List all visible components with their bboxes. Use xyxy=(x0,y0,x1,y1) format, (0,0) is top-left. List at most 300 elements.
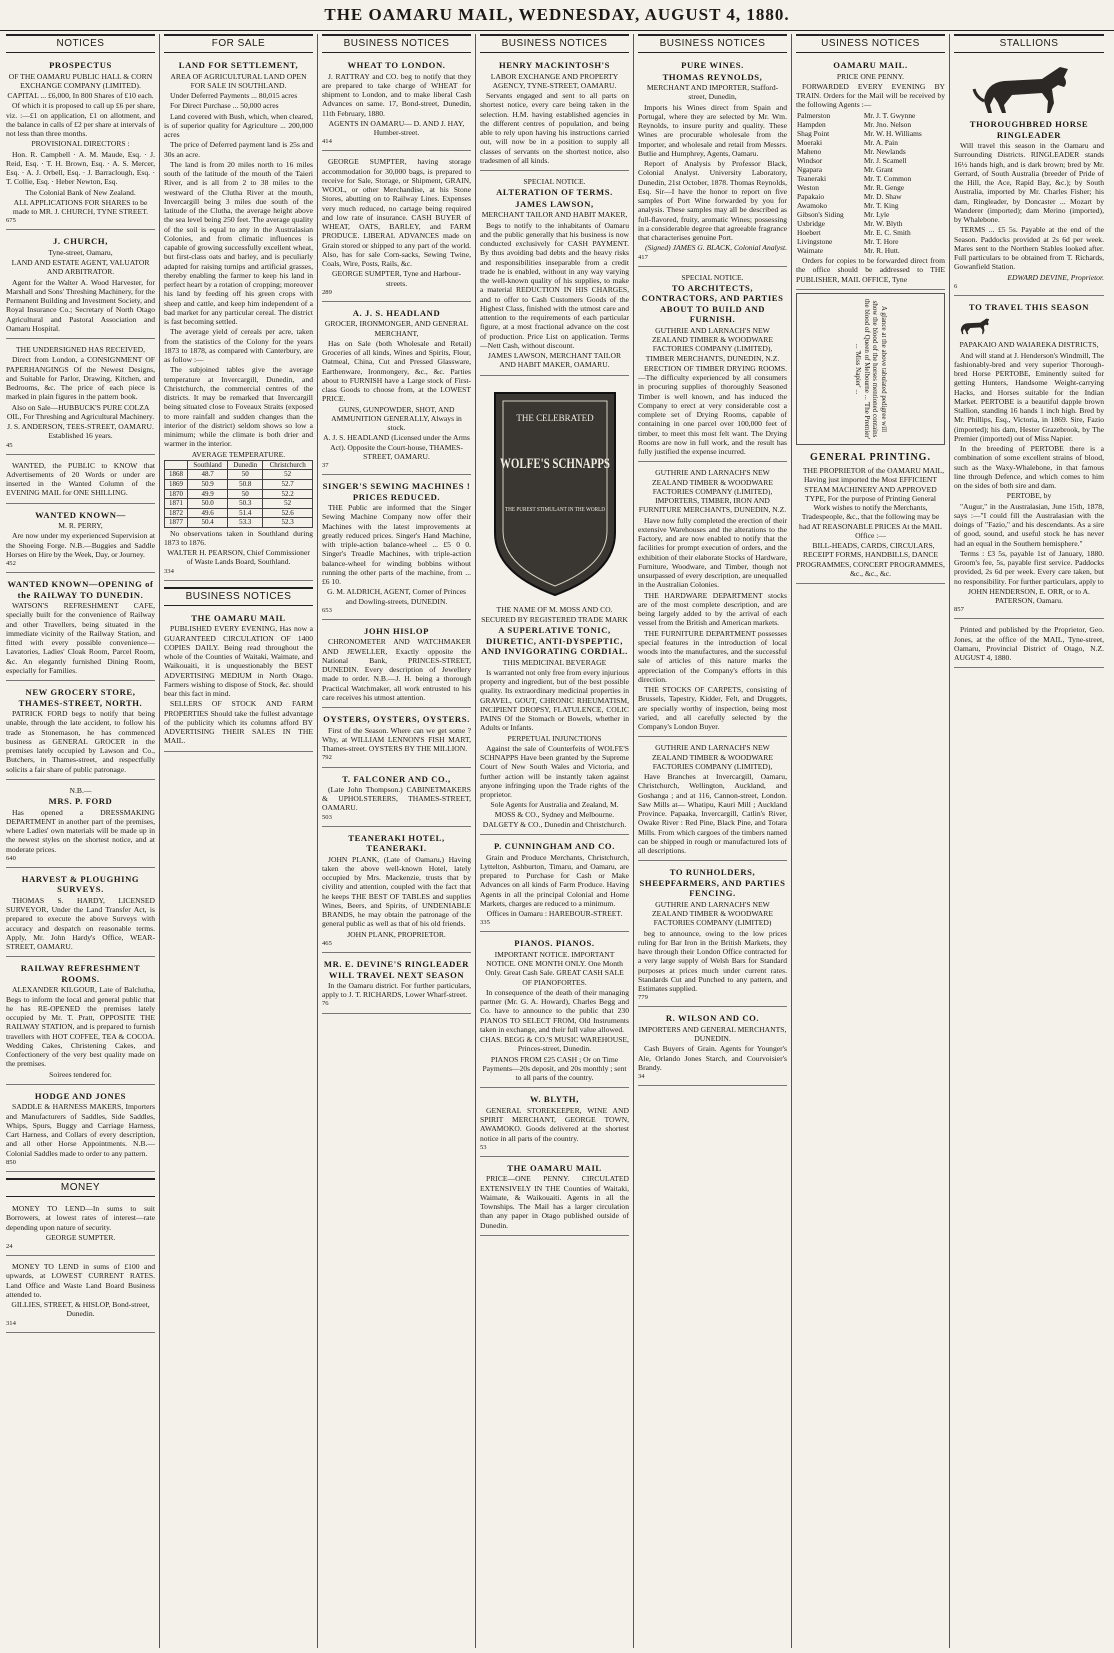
perry-body: Are now under my experienced Supervision at the Shoeing Forge. N.B.—Buggies and Saddle Horses on Hire by the Week, Day, or Journey. xyxy=(6,531,155,559)
land-row: The price of Deferred payment land is 25s and 30s an acre. xyxy=(164,140,313,159)
wheat-agents: AGENTS IN OAMARU— D. AND J. HAY, Humber-street. xyxy=(328,118,465,138)
table-cell: 52.6 xyxy=(263,508,313,518)
guthrie-ad-3 xyxy=(638,740,787,861)
dressmaking-body: Has opened a DRESSMAKING DEPARTMENT in another part of the premises, where Ladies' own materials will be made up in the newest styles on the shortest notice, and at moderate prices. xyxy=(6,807,155,854)
schnapps-lead: A SUPERLATIVE TONIC, DIURETIC, ANTI-DYSPEPTIC, AND INVIGORATING CORDIAL. xyxy=(481,625,628,657)
table-cell: 52 xyxy=(263,499,313,509)
agent-name: Mr. T. Common xyxy=(863,173,912,183)
guthrie3-title: GUTHRIE AND LARNACH'S NEW ZEALAND TIMBER & WOODWARE FACTORIES COMPANY (LIMITED), xyxy=(652,743,773,771)
hislop-ad xyxy=(322,623,471,708)
temps-head: Southland xyxy=(187,460,227,470)
church-role: LAND AND ESTATE AGENT, VALUATOR AND ARBITRATOR. xyxy=(11,258,150,277)
masthead: THE OAMARU MAIL, WEDNESDAY, AUGUST 4, 1880. xyxy=(0,0,1114,31)
agent-name: Mr. E. C. Smith xyxy=(863,228,911,238)
guthrie4-title: TO RUNHOLDERS, SHEEPFARMERS, AND PARTIES FENCING. xyxy=(639,867,786,899)
table-row xyxy=(796,237,945,246)
section-header-notices: NOTICES xyxy=(6,34,155,53)
teaneraki-sign: JOHN PLANK, PROPRIETOR. xyxy=(347,929,446,939)
agent-town: Moeraki xyxy=(797,137,823,147)
section-header-business: BUSINESS NOTICES xyxy=(322,34,471,53)
column-6 xyxy=(792,34,950,1648)
ad-number: 653 xyxy=(322,606,332,614)
temps-head: Christchurch xyxy=(263,460,313,470)
table-cell: 1877 xyxy=(165,518,188,528)
headland-ad xyxy=(322,305,471,475)
agent-name: Mr. D. Shaw xyxy=(863,191,902,201)
section-header-stallions: STALLIONS xyxy=(954,34,1104,53)
column-4 xyxy=(476,34,634,1648)
singer-sign: G. M. ALDRICH, AGENT, Corner of Princes and Dowling-streets, DUNEDIN. xyxy=(326,587,467,606)
guthrie4-name: GUTHRIE AND LARNACH'S NEW ZEALAND TIMBER & WOODWARE FACTORIES COMPANY (LIMITED) xyxy=(652,899,773,928)
wheat-body: J. RATTRAY and CO. beg to notify that they are prepared to take charge of WHEAT for shipment to London, and to make liberal Cash Advances on same. 17, Bond-street, Dunedin, 11th February, 1880. xyxy=(322,71,471,118)
table-row xyxy=(796,120,945,129)
anderson-ad xyxy=(6,342,155,455)
agent-town: Papakaio xyxy=(797,191,825,201)
carpets-dept: THE STOCKS OF CARPETS, consisting of Brussels, Tapestry, Kidder, Felt, and Druggets, are specially worthy of inspection, being most varied, and all carefully selected by the Company's London Buyer. xyxy=(638,685,787,732)
section-header-business: USINESS NOTICES xyxy=(796,34,945,53)
ringleader-body: Will travel this season in the Oamaru and Surrounding Districts. RINGLEADER stands 16½ hands high, and is dark brown; bred by Mr. Gerrard, of South Australia (breeder of Pride of the Hill, the Ace, Rapid Bay, &c.); by South Australia, imported by Mr. Charles Fisher; his dam, Ringleader, by Doncaster ... Mozart by Wanderer (imported); dam Merino (imported), by Whalebone. xyxy=(954,141,1104,225)
cunningham-offices: Offices in Oamaru : HAREBOUR-STREET. xyxy=(486,909,623,919)
money-body-2: MONEY TO LEND in sums of £100 and upwards, at LOWEST CURRENT RATES. Land Office and Waste Land Board Business attended to. xyxy=(6,1262,155,1299)
table-row xyxy=(165,508,313,518)
mail-body: PUBLISHED EVERY EVENING, Has now a GUARANTEED CIRCULATION OF 1400 COPIES DAILY. Being read throughout the whole of the Counties of Waitaki, Waimate, and Waikouaiti, it is unquestionably the BEST ADVERTISING MEDIUM in North Otago. Farmers wishing to dispose of Stock, &c. should bear this fact in mind. xyxy=(164,624,313,699)
church-ad xyxy=(6,233,155,339)
ad-number: 335 xyxy=(480,919,490,927)
table-cell: 48.7 xyxy=(187,470,227,480)
falconer-ad xyxy=(322,771,471,827)
table-row xyxy=(796,201,945,210)
devine-ad xyxy=(322,956,471,1014)
sumpter-body: GEORGE SUMPTER, having storage accommodation for 30,000 bags, is prepared to receive for Sale, Storage, or Shipment, GRAIN, WOOL, or other Merchandise, at his Stone Stores, abutting on to Railway Lines. Expenses very much reduced, no cartage being required and low rate of insurance. CASH BUYER of WHEAT, OATS, BARLEY, and FARM PRODUCE. LIBERAL ADVANCES made on Grain stored or shipped to any part of the world. Also, has for sale Corn-sacks, Sewing Twine, Coals, Wire, Posts, Rails, &c. xyxy=(322,157,471,269)
blyth-body: GENERAL STOREKEEPER, WINE AND SPIRIT MERCHANT, GEORGE TOWN, AWAMOKO. Goods delivered at the shortest notice in all parts of the country. xyxy=(480,1105,629,1143)
land-row: Under Deferred Payments ... 80,015 acres xyxy=(170,91,298,101)
ad-number: 792 xyxy=(322,754,332,762)
teaneraki-title: TEANERAKI HOTEL, TEANERAKI. xyxy=(348,832,445,854)
pertobe-districts: PAPAKAIO AND WAIAREKA DISTRICTS, xyxy=(959,340,1099,350)
railway-title: WANTED KNOWN—OPENING of the RAILWAY TO DUNEDIN. xyxy=(7,579,154,600)
falconer-body: (Late John Thompson.) CABINETMAKERS & UPHOLSTERERS, THAMES-STREET, OAMARU. xyxy=(322,784,471,813)
mail2-title: THE OAMARU MAIL xyxy=(507,1162,602,1173)
table-cell: 52 xyxy=(263,470,313,480)
blyth-ad xyxy=(480,1091,629,1157)
schnapps-agents: Sole Agents for Australia and Zealand, M. MOSS & CO., Sydney and Melbourne. xyxy=(490,800,619,819)
pianos-sign: CHAS. BEGG & CO.'S MUSIC WAREHOUSE, Princes-street, Dunedin. xyxy=(480,1035,629,1054)
wheat-title: WHEAT TO LONDON. xyxy=(347,60,446,71)
hardware-dept: THE HARDWARE DEPARTMENT stocks are of the most complete description, and are being largely added to by the arrival of each vessel from the British and American markets. xyxy=(638,590,787,628)
ad-number: 850 xyxy=(6,1158,16,1166)
guthrie-ad-2 xyxy=(638,465,787,737)
schnapps-side-left: THE NAME OF M. MOSS AND CO. xyxy=(496,604,613,614)
land-sub: AREA OF AGRICULTURAL LAND OPEN FOR SALE IN SOUTHLAND. xyxy=(170,71,307,90)
ad-number: 503 xyxy=(322,813,332,821)
table-row xyxy=(796,111,945,120)
mail2-body: PRICE—ONE PENNY. CIRCULATED EXTENSIVELY IN THE Counties of Waitaki, Waimate, & Waikouaiti. Agents in all the Townships. The Mail has a larger circulation than any paper in Otago published outside of Dunedin. xyxy=(480,1174,629,1230)
columns xyxy=(2,34,1112,1648)
guthrie-ad-4 xyxy=(638,864,787,1007)
money-ad-2 xyxy=(6,1259,155,1333)
ad-number: 53 xyxy=(480,1143,487,1151)
money-sign-2: GILLIES, STREET, & HISLOP, Bond-street, Dunedin. xyxy=(11,1300,150,1319)
oysters-body: First of the Season. Where can we get some ? Why, at WILLIAM LENNON'S FISH MART, Thames-street. OYSTERS BY THE MILLION. xyxy=(322,725,471,754)
ad-number: 314 xyxy=(6,1319,16,1327)
table-cell: 49.9 xyxy=(187,489,227,499)
table-cell: 51.4 xyxy=(228,508,263,518)
agent-name: Mr. Newlands xyxy=(863,146,906,156)
agent-name: Mr. T. Hore xyxy=(863,237,899,247)
headland-guns: GUNS, GUNPOWDER, SHOT, AND AMMUNITION GENERALLY, Always in stock. xyxy=(331,404,462,433)
ad-number: 452 xyxy=(6,560,16,568)
agent-town: Maheno xyxy=(797,146,822,156)
anderson-body: Direct from London, a CONSIGNMENT OF PAPERHANGINGS Of the Newest Designs, and Suitable for Parlor, Drawing, Kitchen, and Bedrooms, &c. The price of each piece is marked in plain figures in the pattern book. xyxy=(6,355,155,402)
temps-head xyxy=(165,460,188,470)
printing-ad xyxy=(796,448,945,584)
agent-town: Windsor xyxy=(797,155,823,165)
singer-title: SINGER'S SEWING MACHINES ! PRICES REDUCED. xyxy=(322,481,471,502)
table-cell: 50.8 xyxy=(228,479,263,489)
reynolds-body: Imports his Wines direct from Spain and Portugal, where they are selected by Mr. Wm. Reynolds, to insure purity and quality. These Wines are procurable wholesale from the Importer, and wholesale and retail from Messrs. Butlie and Humphrey, Agents, Oamaru. xyxy=(638,102,787,158)
kilgour-title: RAILWAY REFRESHMENT ROOMS. xyxy=(20,963,141,984)
wanted-body: WANTED, the PUBLIC to KNOW that Advertisements of 20 Words or under are inserted in the Wanted Column of the EVENING MAIL for ONE SHILLING. xyxy=(6,460,155,498)
oysters-title: OYSTERS, OYSTERS, OYSTERS. xyxy=(323,714,470,725)
surveys-title: HARVEST & PLOUGHING SURVEYS. xyxy=(21,873,140,895)
cunningham-ad xyxy=(480,838,629,932)
ad-number: 417 xyxy=(638,253,648,261)
falconer-title: T. FALCONER AND CO., xyxy=(342,773,451,784)
schnapps-ad xyxy=(480,379,629,835)
surveys-ad xyxy=(6,871,155,957)
table-cell: 50 xyxy=(228,489,263,499)
pertobe-sign: JOHN HENDERSON, E. ORR, or to A. PATERSON, Oamaru. xyxy=(968,586,1090,606)
reynolds-role: MERCHANT AND IMPORTER, Stafford-street, Dunedin, xyxy=(646,83,779,102)
table-cell: 52.2 xyxy=(263,489,313,499)
temps-sign: WALTER H. PEARSON, Chief Commissioner of Waste Lands Board, Southland. xyxy=(167,548,310,567)
devine-body: In the Oamaru district. For further particulars, apply to J. T. RICHARDS, Lower Wharf-street. xyxy=(322,980,471,1000)
grocery-ad xyxy=(6,684,155,780)
ad-number: 289 xyxy=(322,288,332,296)
lawson-ad xyxy=(480,174,629,375)
schnapps-body: Is warranted not only free from every injurious property and ingredient, but of the best possible quality. Its extraordinary medicinal properties in GRAVEL, GOUT, CHRONIC RHEUMATISM, INCIPIENT DROPSY, FLATULENCE, COLIC PAINS Of the Stomach or Bowels, whether in Adults or Infants. xyxy=(480,667,629,733)
prospectus-directors: Hon. R. Campbell · A. M. Maude, Esq. · J. Reid, Esq. · T. H. Brown, Esq. · A. S. Mercer, Esq. · A. J. Orbell, Esq. · J. Barraclough, Esq. · T. Collie, Esq. · Heber Newton, Esq. xyxy=(6,149,155,187)
pianos-title: PIANOS. PIANOS. xyxy=(514,938,595,949)
schnapps-label-bottom: THE PUREST STIMULANT IN THE WORLD xyxy=(504,505,605,513)
ad-number: 640 xyxy=(6,854,16,862)
table-row xyxy=(796,174,945,183)
agent-town: Livingstone xyxy=(797,237,833,247)
temperature-table xyxy=(164,460,313,528)
table-cell: 50.4 xyxy=(187,518,227,528)
hislop-title: JOHN HISLOP xyxy=(363,626,430,636)
agent-town: Ngapara xyxy=(797,164,823,174)
table-row xyxy=(165,489,313,499)
agent-town: Palmerston xyxy=(797,110,831,120)
singer-ad xyxy=(322,478,471,620)
pertobe-body-3: "Augur," in the Australasian, June 15th, 1878, says :—"I could fill the Australasian with the doings of "Fazio," and his descendants. As a sire of good, sound, and useful stock he has never had an equal in the Southern hemisphere." xyxy=(954,501,1104,548)
headland-body: Has on Sale (both Wholesale and Retail) Groceries of all kinds, Wines and Spirits, Flour, Oatmeal, China, Cut and Pressed Glassware, Earthenware, Ironmongery, &c., &c. Parties about to FURNISH have a Large stock of First-class Goods to choose from, at the LOWEST PRICE. xyxy=(322,338,471,404)
anderson-sub: Also on Sale—HUBBUCK'S PURE COLZA OIL, For Threshing and Agricultural Machinery. xyxy=(6,402,155,421)
guthrie2-body: Have now fully completed the erection of their extensive Warehouses and the alterations to the Factory, and are now enabled to notify that the facilities for prompt execution of orders, and the exhibition of their elaborate Stocks of Hardware, Furniture, Woodware, and Timber, though not unsurpassed of every description, are unequalled in the Australian Colonies. xyxy=(638,515,787,590)
agent-name: Mr. J. T. Gwynne xyxy=(863,110,916,120)
ad-number: 465 xyxy=(322,939,332,947)
railway-body: WATSON'S REFRESHMENT CAFE, specially built for the convenience of Railway and other Travellers, being situated in the immediate vicinity of the Railway Station, and fitted with every possible convenience—Lavatories, Ladies' Cloak Room, Parcel Room, &c. An elegantly furnished Dining Room, especially for Families. xyxy=(6,601,155,675)
cunningham-body: Grain and Produce Merchants, Christchurch, Lyttelton, Ashburton, Timaru, and Oamaru, are prepared to Purchase for Cash or Make Advances on all kinds of Farm Produce. Having Agents in all the principal Colonial and Home Markets, charges are reduced to a minimum. xyxy=(480,852,629,908)
dressmaking-ad xyxy=(6,783,155,868)
column-7 xyxy=(950,34,1108,1648)
printing-body: THE PROPRIETOR of the OAMARU MAIL, Having just imported the Most EFFICIENT STEAM MACHINERY AND APPROVED TYPE, For the purpose of Printing General Work wishes to notify the Merchants, Tradespeople, &c., that the following may be had AT REASONABLE PRICES At the MAIL Office :— xyxy=(799,466,945,540)
printing-items: BILL-HEADS, CARDS, CIRCULARS, RECEIPT FORMS, HANDBILLS, DANCE PROGRAMMES, CONCERT PROGRAMMES, &c., &c., &c. xyxy=(796,541,945,578)
dressmaking-title: MRS. P. FORD xyxy=(48,796,113,807)
table-row xyxy=(796,138,945,147)
blyth-title: W. BLYTH, xyxy=(530,1094,579,1105)
agent-town: Teaneraki xyxy=(797,173,827,183)
headland-sign: A. J. S. HEADLAND (Licensed under the Arms Act). Opposite the Court-house, THAMES-STREET, OAMARU. xyxy=(323,433,470,461)
wilson-ad xyxy=(638,1010,787,1086)
agent-name: Mr. R. Hutt. xyxy=(863,246,900,256)
table-cell: 50.3 xyxy=(228,499,263,509)
agent-town: Hampden xyxy=(797,119,826,129)
imprint xyxy=(954,622,1104,668)
guthrie4-body: beg to announce, owing to the low prices ruling for Bar Iron in the British Markets, they have through their London Office contracted for a very large supply of Welsh Bars for Standard purposes at prices much under current rates. Standards Cut and Punched to any pattern, and Estimates supplied. xyxy=(638,928,787,994)
agents-table xyxy=(796,111,945,256)
pianos-body: In consequence of the death of their managing partner (Mr. G. A. Howard), Charles Begg and Co. have to announce to the public that 230 PIANOS TO SELECT FROM, Old Instruments taken in exchange, and their full value allowed. xyxy=(480,987,629,1034)
mail3-body: FORWARDED EVERY EVENING BY TRAIN. Orders for the Mail will be received by the following Agents :— xyxy=(796,81,945,110)
mail-title: THE OAMARU MAIL xyxy=(191,612,286,623)
table-row xyxy=(796,183,945,192)
cereal-note: The subjoined tables give the average temperature at Invercargill, Dunedin, and Christchurch, the commercial centres of the districts. It may be remarked that Invercargill being situated close to Foveaux Straits (exposed to more rainfall and sudden changes than the interior of the district) seldom shows so low a minimum; while the climate is both drier and warmer in the interior. xyxy=(164,365,313,449)
ad-number: 334 xyxy=(164,567,174,575)
reynolds-sign: (Signed) JAMES G. BLACK, Colonial Analyst. xyxy=(644,243,787,253)
table-row xyxy=(796,129,945,138)
guthrie1-lead: SPECIAL NOTICE. xyxy=(681,272,744,282)
anderson-sign: J. S. ANDERSON, TEES-STREET, OAMARU. Established 16 years. xyxy=(7,422,154,441)
schnapps-brand: WOLFE'S SCHNAPPS xyxy=(499,455,610,472)
agent-name: Mr. W. H. Williams xyxy=(863,128,922,138)
section-header-money: MONEY xyxy=(6,1178,155,1197)
section-header-business: BUSINESS NOTICES xyxy=(638,34,787,53)
table-cell: 49.6 xyxy=(187,508,227,518)
prospectus-directors-title: PROVISIONAL DIRECTORS : xyxy=(31,139,130,149)
agent-name: Mr. J. Scamell xyxy=(863,155,907,165)
mackintosh-ad xyxy=(480,57,629,171)
pertobe-ad xyxy=(954,299,1104,620)
table-cell: 50.9 xyxy=(187,479,227,489)
table-row xyxy=(165,518,313,528)
lawson-lead: SPECIAL NOTICE. xyxy=(523,177,586,187)
teaneraki-ad xyxy=(322,830,471,953)
reynolds-ad xyxy=(638,57,787,267)
table-cell: 53.3 xyxy=(228,518,263,528)
temps-caption: AVERAGE TEMPERATURE. xyxy=(191,449,286,459)
hislop-body: CHRONOMETER AND WATCHMAKER AND JEWELLER, Exactly opposite the National Bank, PRINCES-STREET, DUNEDIN. Every description of Jewellery made to order. N.B.—J. H. being a thorough Practical Watchmaker, all work entrusted to his care receives his utmost attention. xyxy=(322,637,471,702)
table-row xyxy=(796,192,945,201)
prospectus-sub: OF THE OAMARU PUBLIC HALL & CORN EXCHANGE COMPANY (LIMITED). xyxy=(8,71,153,90)
column-3 xyxy=(318,34,476,1648)
ringleader-ad xyxy=(954,57,1104,296)
perry-title: WANTED KNOWN— xyxy=(35,509,126,520)
guthrie1-title: TO ARCHITECTS, CONTRACTORS, AND PARTIES ABOUT TO BUILD AND FURNISH. xyxy=(641,282,784,325)
wanted-ad xyxy=(6,458,155,504)
oysters-ad xyxy=(322,711,471,767)
table-cell: 52.7 xyxy=(263,479,313,489)
pianos-ad xyxy=(480,935,629,1088)
mail-agents-ad xyxy=(796,57,945,290)
lawson-body: Begs to notify to the inhabitants of Oamaru and the public generally that his business is now conducted exclusively for CASH PAYMENT. By thus avoiding bad debts and the heavy risks and responsibilities inseparable from a credit trade he is enabled, without in any way varying the well-known quality of his supplies, to make a material REDUCTION IN HIS CHARGES, and to offer to Cash Customers Goods of the Highest Class, finished with the utmost care and attention to the requirements of each particular figure, at a most fractional advance on the cost of production. Price List on application. Terms—Nett Cash, without discount. xyxy=(480,220,629,350)
pertobe-terms: Terms : £3 5s, payable 1st of January, 1880. Groom's fee, 5s, payable first service. Paddocks provided, 2s 6d per week. Every care taken, but no responsibility. For further particulars, apply to xyxy=(954,548,1104,586)
land-row: For Direct Purchase ... 50,000 acres xyxy=(170,101,279,111)
table-row xyxy=(796,147,945,156)
table-cell: 52.3 xyxy=(263,518,313,528)
mail-sellers: SELLERS OF STOCK AND FARM PROPERTIES Should take the fullest advantage of the publicity which its columns afford BY ADVERTISING THEIR SALES IN THE MAIL. xyxy=(164,699,313,746)
perry-sign: M. R. PERRY, xyxy=(58,521,103,531)
singer-body: THE Public are informed that the Singer Sewing Machine Company now offer their Machines with the latest improvements at greatly reduced prices. Singer's Hand Machine, with triple-action balance-wheel ... £5 0 0. Singer's Treadle Machines, with triple-action balance-wheel for winding bobbins without running the other parts of the machine, from ... £6 10. xyxy=(322,503,471,587)
temps-note: No observations taken in Southland during 1873 to 1876. xyxy=(164,528,313,547)
money-sign-1: GEORGE SUMPTER. xyxy=(45,1232,116,1242)
sumpter-sign: GEORGE SUMPTER, Tyne and Harbour-streets. xyxy=(332,269,461,288)
table-cell: 50.0 xyxy=(187,499,227,509)
agent-town: Hoebert xyxy=(797,228,821,238)
kilgour-ad xyxy=(6,960,155,1084)
furniture-dept: THE FURNITURE DEPARTMENT possesses special features in the introduction of local woods into the manufactures, and the successful sale of articles of this nature marks the appreciation of the Company's efforts in this direction. xyxy=(638,628,787,684)
guthrie2-title: GUTHRIE AND LARNACH'S NEW ZEALAND TIMBER & WOODWARE FACTORIES COMPANY (LIMITED), IMPORTERS, TIMBER, IRON AND FURNITURE MERCHANTS, DUNEDIN, N.Z. xyxy=(638,468,787,515)
ringleader-sign: EDWARD DEVINE, Proprietor. xyxy=(1007,272,1104,282)
temps-head: Dunedin xyxy=(228,460,263,470)
printing-title: GENERAL PRINTING. xyxy=(810,451,931,463)
hodge-ad xyxy=(6,1088,155,1172)
schnapps-trade-mark-icon xyxy=(485,383,625,603)
mail3-title: OAMARU MAIL. xyxy=(833,60,908,71)
table-cell: 50 xyxy=(228,470,263,480)
table-cell: 1869 xyxy=(165,479,188,489)
kilgour-tail: Soirees tendered for. xyxy=(49,1069,112,1079)
agent-town: Shag Point xyxy=(797,128,830,138)
wilson-body: Cash Buyers of Grain. Agents for Younger's Ale, Orlando Jones Starch, and Courvoisier's Brandy. xyxy=(638,1044,787,1072)
mackintosh-title: HENRY MACKINTOSH'S xyxy=(498,60,610,71)
cunningham-title: P. CUNNINGHAM AND CO. xyxy=(494,841,615,852)
pianos-sub: IMPORTANT NOTICE. IMPORTANT NOTICE. ONE MONTH ONLY. One Month Only. Great Cash Sale. GREAT CASH SALE OF PIANOFORTES. xyxy=(485,949,624,987)
prospectus-body: Of which it is proposed to call up £6 per share, viz. :—£1 on application, £1 on allotment, and the balance in calls of £2 per share at intervals of not less than three months. xyxy=(6,101,155,139)
guthrie3-body: Have Branches at Invercargill, Oamaru, Christchurch, Wellington, Auckland, and Goshanga ; and at 116, Cannon-street, London. Saw Mills at— Whatipu, Kauri Mill ; Auckland Province. Papaaka, Invercargill, Catlin's River, Owake River : Red Pine, Black Pine, and Totara Mills. From which cargoes of the timbers named can be shipped in rough or manufactured lots of all descriptions. xyxy=(638,772,787,856)
prospectus-ad xyxy=(6,57,155,230)
pedigree-note: A glance at the above tabulated pedigree will show the blood of the horses mentioned contains the blood of Queen of Melbourne ... 'The Premier' ... 'Miss Napier' ... xyxy=(853,298,888,439)
pertobe-body: And will stand at J. Henderson's Windmill, The fashionably-bred and very superior Thorough-bred Horse PERTOBE, Eminently suited for getting Hunters, Handsome Weight-carrying Hacks, and Horses suitable for the Indian Market. PERTOBE is a beautiful dapple brown Stallion, standing 16 hands 1 inch high. Bred by Mr. Phillips, Esq., Victoria, in 1869. Sire, Fazio (imported); his dam, Hester Grazebrook, by The Premier (imported) out of Miss Napier. xyxy=(954,350,1104,443)
teaneraki-body: JOHN PLANK, (Late of Oamaru,) Having taken the above well-known Hotel, lately occupied by Mrs. Mackenzie, trusts that by civility and attention, coupled with the fact that he keeps THE BEST OF TABLES and supplies Wines, Beers, and Spirits, of UNDENIABLE BRANDS, he may obtain the patronage of the general public as well as that of his old friends. xyxy=(322,854,471,929)
agent-town: Weston xyxy=(797,182,819,192)
agent-name: Mr. Jno. Nelson xyxy=(863,119,912,129)
pertobe-title: TO TRAVEL THIS SEASON xyxy=(968,301,1090,312)
hodge-title: HODGE AND JONES xyxy=(34,1090,127,1101)
ad-number: 857 xyxy=(954,606,964,614)
agent-name: Mr. T. King xyxy=(863,200,899,210)
mail-ad-2 xyxy=(480,1160,629,1236)
church-addr: Tyne-street, Oamaru, xyxy=(48,247,113,257)
horse-icon xyxy=(964,61,1094,117)
lawson-sign: JAMES LAWSON, MERCHANT TAILOR AND HABIT MAKER, OAMARU. xyxy=(487,351,622,370)
grocery-body: PATRICK FORD begs to notify that being unable, through the late accident, to follow his trade as Stonemason, he has commenced business as GENERAL GROCER in the premises lately occupied by Lawson and Co., Butchers, in Thames-street, and respectfully solicits a fair share of public patronage. xyxy=(6,709,155,774)
church-body: Agent for the Walter A. Wood Harvester, for Marshall and Sons' Threshing Machinery, for the Permanent Building and Investment Society, and Royal Insurance Co.; Secretary of North Otago Agricultural and Pastoral Association and Oamaru Hospital. xyxy=(6,277,155,333)
wilson-sub: IMPORTERS AND GENERAL MERCHANTS, DUNEDIN. xyxy=(638,1024,787,1044)
surveys-body: THOMAS S. HARDY, LICENSED SURVEYOR, Under the Land Transfer Act, is prepared to execute the above Surveys with accuracy and despatch on reasonable terms. Apply, Mr. John Hardy's Office, WEAR-STREET, OAMARU. xyxy=(6,895,155,952)
imprint-text: Printed and published by the Proprietor, Geo. Jones, at the office of the MAIL, Tyne-street, Oamaru, Provincial District of Otago, N.Z. AUGUST 4, 1880. xyxy=(954,625,1104,663)
column-1 xyxy=(2,34,160,1648)
table-row xyxy=(165,499,313,509)
table-row xyxy=(165,479,313,489)
table-cell: 1870 xyxy=(165,489,188,499)
schnapps-label-top: THE CELEBRATED xyxy=(515,412,594,423)
ringleader-title: THOROUGHBRED HORSE RINGLEADER xyxy=(969,119,1089,140)
column-5 xyxy=(634,34,792,1648)
mail-ad xyxy=(164,610,313,752)
land-ad xyxy=(164,57,313,580)
agent-town: Awamoko xyxy=(797,200,828,210)
ad-number: 45 xyxy=(6,441,13,449)
table-row xyxy=(165,470,313,480)
lawson-title: ALTERATION OF TERMS. xyxy=(496,187,613,198)
table-cell: 1872 xyxy=(165,508,188,518)
money-body-1: MONEY TO LEND—In sums to suit Borrowers, at lowest rates of interest—rate depending upon nature of security. xyxy=(6,1204,155,1232)
reynolds-title: PURE WINES. xyxy=(681,60,744,71)
agent-town: Gibson's Siding xyxy=(797,210,844,220)
ad-number: 779 xyxy=(638,994,648,1002)
sumpter-ad xyxy=(322,154,471,302)
railway-ad xyxy=(6,576,155,681)
perry-ad xyxy=(6,507,155,574)
ad-number: 37 xyxy=(322,462,329,470)
dressmaking-lead: N.B.— xyxy=(69,785,92,795)
table-row xyxy=(796,156,945,165)
table-row xyxy=(796,219,945,228)
section-header-business: BUSINESS NOTICES xyxy=(480,34,629,53)
headland-sub: GROCER, IRONMONGER, AND GENERAL MERCHANT, xyxy=(324,319,469,338)
ad-number: 76 xyxy=(322,1000,329,1008)
mail3-tail: Orders for copies to be forwarded direct from the office should be addressed to THE PUBLISHER, MAIL OFFICE, Tyne xyxy=(796,256,945,284)
schnapps-body-2: Against the sale of Counterfeits of WOLFE'S SCHNAPPS Have been granted by the Supreme Court of New South Wales and Victoria, and further action will be instantly taken against anyone infringing upon the Trade rights of the proprietor. xyxy=(480,743,629,800)
land-title: LAND FOR SETTLEMENT, xyxy=(178,60,299,71)
schnapps-sign: DALGETY & CO., Dunedin and Christchurch. xyxy=(482,819,627,829)
prospectus-bankers: The Colonial Bank of New Zealand. xyxy=(25,187,136,197)
prospectus-title: PROSPECTUS xyxy=(49,60,112,71)
kilgour-body: ALEXANDER KILGOUR, Late of Balclutha, Begs to inform the local and general public that he has RE-OPENED the premises lately occupied by Mr. T. Pratt, OPPOSITE THE RAILWAY STATION, and is prepared to furnish travellers with HOT COFFEE, TEA & COCOA. Wedding Cakes, Christening Cakes, and Confectionery of the very best quality made on the premises. xyxy=(6,985,155,1069)
headland-title: A. J. S. HEADLAND xyxy=(352,307,441,318)
schnapps-head2: THIS MEDICINAL BEVERAGE xyxy=(502,657,607,667)
land-body: The land is from 20 miles north to 16 miles south of the latitude of the mouth of the Taieri River, and is all from 2 to 38 miles to the westward of the Clutha River at the mouth, Invercargill being 3 miles due south of the latitude of the Clutha, the average height above the sea level being 250 feet. The average quality of the soil is equal to any in the Australasian Colonies, and from climatic influences is capable of growing successfully excellent wheat, but first-class oats and barley, and is peculiarly adapted for raising turnips and artificial grasses, thereby enabling the farmer to keep his land in perfect heart by a rotation of cropping; moreover his land by feeding off his green crops with sheep and cattle, and keep him independent of a bad market for any particular cereal. The district is fast becoming settled. xyxy=(164,159,313,327)
guthrie1-name: GUTHRIE AND LARNACH'S NEW ZEALAND TIMBER & WOODWARE FACTORIES COMPANY (LIMITED), TIMBER MERCHANTS, DUNEDIN, N.Z. xyxy=(645,325,780,363)
ad-number: 414 xyxy=(322,138,332,146)
land-row: Land covered with Bush, which, when cleared, is of superior quality for Agriculture ... 200,000 acres xyxy=(164,111,313,140)
mackintosh-sub: LABOR EXCHANGE AND PROPERTY AGENCY, TYNE-STREET, OAMARU. xyxy=(490,71,619,90)
agent-town: Waimate xyxy=(797,246,824,256)
table-cell: 1868 xyxy=(165,470,188,480)
land-body-2: The average yield of cereals per acre, taken from the statistics of the Colony for the years 1873 to 1878, as compared with Canterbury, are as follow :— xyxy=(164,327,313,365)
mail3-sub: PRICE ONE PENNY. xyxy=(836,71,905,81)
pedigree-note-box xyxy=(796,293,945,445)
table-row xyxy=(796,210,945,219)
prospectus-capital: CAPITAL ... £6,000, In 800 Shares of £10 each. xyxy=(7,91,154,101)
ad-number: 24 xyxy=(6,1243,13,1251)
table-row xyxy=(796,165,945,174)
ringleader-terms: TERMS ... £5 5s. Payable at the end of the Season. Paddocks provided at 2s 6d per week. Mares sent to the Northern Stables looked after. Full particulars to be obtained from T. Richards, Gowanfield Station. xyxy=(954,225,1104,272)
table-row xyxy=(796,246,945,255)
agent-name: Mr. Grant xyxy=(863,164,893,174)
mackintosh-body: Servants engaged and sent to all parts on shortest notice, every care being taken in the selection. H.M. having established agencies in the different centres of population, and being able to rely upon having his instructions carried out, will now be in a position to supply all classes of servants on the shortest notice, also tradesmen of all kinds. xyxy=(480,91,629,165)
section-header-for-sale: FOR SALE xyxy=(164,34,313,53)
table-cell: 1871 xyxy=(165,499,188,509)
guthrie-ad-1 xyxy=(638,270,787,463)
section-header-business: BUSINESS NOTICES xyxy=(164,587,313,606)
wilson-title: R. WILSON AND CO. xyxy=(665,1013,760,1024)
ad-number: 34 xyxy=(638,1073,645,1081)
column-2 xyxy=(160,34,318,1648)
pertobe-pedigree-title: PERTOBE, by xyxy=(1006,491,1052,501)
pertobe-body-2: In the breeding of PERTOBE there is a combination of some excellent strains of blood, such as the Waxy-Whalebone, in that famous line through Defence, and which comes to him on the sides of both sire and dam. xyxy=(954,444,1104,491)
